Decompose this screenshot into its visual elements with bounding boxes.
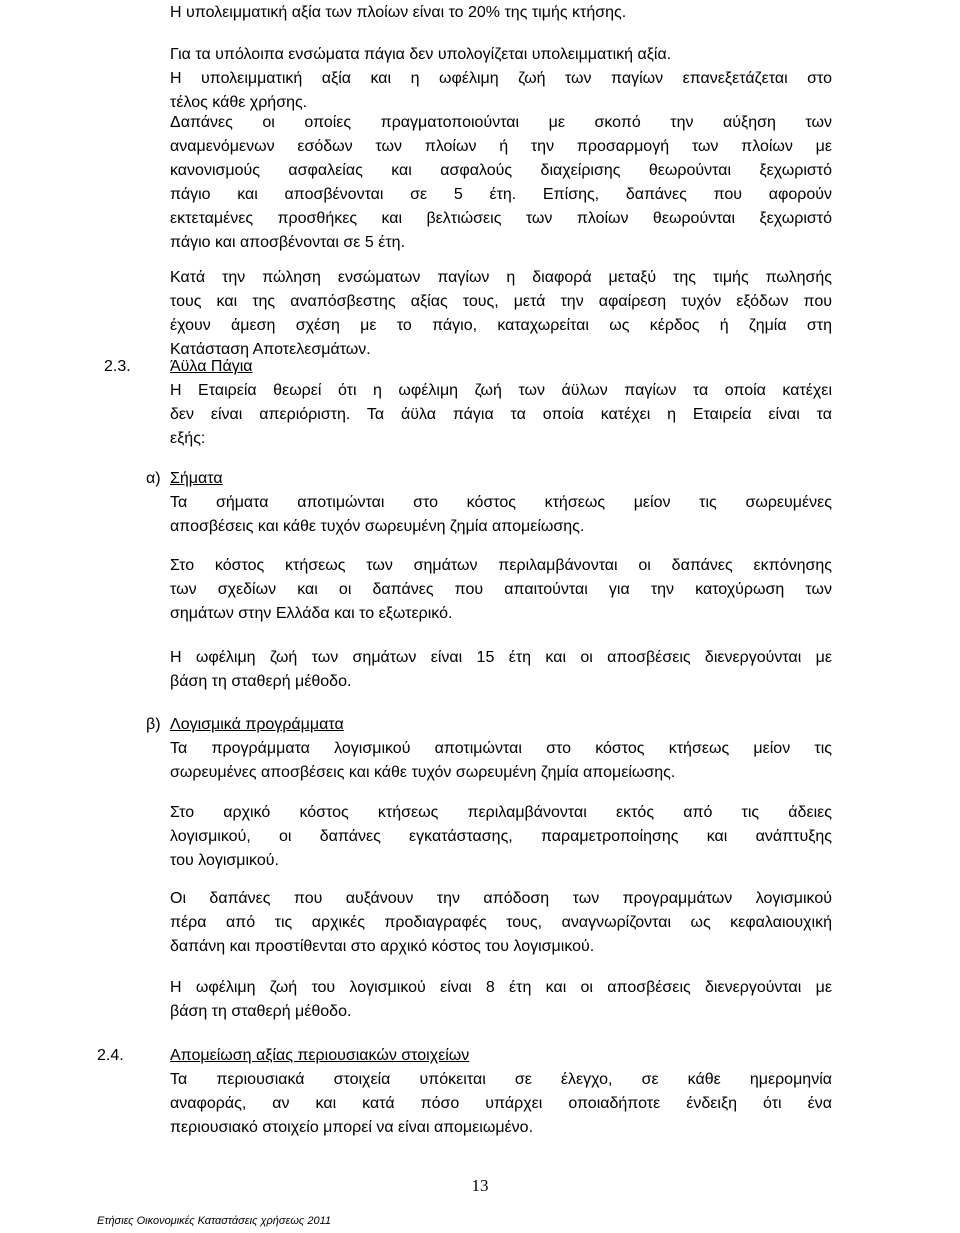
text-line: αποσβέσεις και κάθε τυχόν σωρευμένη ζημία απομείωσης.	[170, 518, 585, 535]
text-line: τέλος κάθε χρήσης.	[170, 94, 308, 111]
paragraph-residual-value	[170, 1, 832, 25]
text-line: περιουσιακό στοιχείο μπορεί να είναι απομειωμένο.	[170, 1119, 534, 1136]
paragraph-vessel-expenses	[170, 111, 832, 255]
text-line: πάγιο και αποσβένονται σε 5 έτη.	[170, 234, 406, 251]
page-number: 13	[471, 1176, 489, 1195]
text-line: Για τα υπόλοιπα ενσώματα πάγια δεν υπολογίζεται υπολειμματική αξία.	[170, 46, 672, 63]
paragraph-software-cost	[170, 801, 832, 873]
text-line: αναμενόμενων εσόδων των πλοίων ή την προσαρμογή των πλοίων με	[170, 138, 832, 155]
text-line: πάγιο και αποσβένονται σε 5 έτη. Επίσης, δαπάνες που αφορούν	[170, 186, 832, 203]
text-line: Τα περιουσιακά στοιχεία υπόκειται σε έλεγχο, σε κάθε ημερομηνία	[170, 1071, 832, 1088]
section-heading: Άϋλα Πάγια	[170, 358, 253, 375]
text-line: Τα προγράμματα λογισμικού αποτιμώνται στο κόστος κτήσεως μείον τις	[170, 740, 832, 757]
paragraph-software-expenses	[170, 887, 832, 959]
text-line: βάση τη σταθερή μέθοδο.	[170, 673, 352, 690]
text-line: Η υπολειμματική αξία και η ωφέλιμη ζωή των παγίων επανεξετάζεται στο	[170, 70, 832, 87]
section-number: 2.4.	[97, 1047, 124, 1064]
text-line: Στο αρχικό κόστος κτήσεως περιλαμβάνονται εκτός από τις άδειες	[170, 804, 832, 821]
text-line: λογισμικού, οι δαπάνες εγκατάστασης, παραμετροποίησης και ανάπτυξης	[170, 828, 832, 845]
text-line: κανονισμούς ασφαλείας και ασφαλούς διαχείρισης θεωρούνται ξεχωριστό	[170, 162, 832, 179]
section-impairment	[170, 1044, 832, 1140]
paragraph-trademark-cost	[170, 554, 832, 626]
list-label: β)	[146, 716, 161, 733]
subsection-heading: Σήματα	[170, 470, 223, 487]
text-line: Τα σήματα αποτιμώνται στο κόστος κτήσεως μείον τις σωρευμένες	[170, 494, 832, 511]
text-line: των σχεδίων και οι δαπάνες που απαιτούνται για την κατοχύρωση των	[170, 581, 832, 598]
section-intangible-assets	[170, 355, 832, 451]
paragraph-other-assets	[170, 43, 832, 115]
subsection-software	[170, 713, 832, 785]
text-line: Η ωφέλιμη ζωή των σημάτων είναι 15 έτη και οι αποσβέσεις διενεργούνται με	[170, 649, 832, 666]
text-line: Στο κόστος κτήσεως των σημάτων περιλαμβάνονται οι δαπάνες εκπόνησης	[170, 557, 832, 574]
text-line: τους και της αναπόσβεστης αξίας τους, μετά την αφαίρεση τυχόν εξόδων που	[170, 293, 832, 310]
text-line: του λογισμικού.	[170, 852, 279, 869]
text-line: Η Εταιρεία θεωρεί ότι η ωφέλιμη ζωή των άϋλων παγίων τα οποία κατέχει	[170, 382, 832, 399]
text-line: πέρα από τις αρχικές προδιαγραφές τους, αναγνωρίζονται ως κεφαλαιουχική	[170, 914, 832, 931]
text-line: Οι δαπάνες που αυξάνουν την απόδοση των προγραμμάτων λογισμικού	[170, 890, 832, 907]
text-line: εκτεταμένες προσθήκες και βελτιώσεις των πλοίων θεωρούνται ξεχωριστό	[170, 210, 832, 227]
text-line: αναφοράς, αν και κατά πόσο υπάρχει οποιαδήποτε ένδειξη ότι ένα	[170, 1095, 832, 1112]
text-line: Κατάσταση Αποτελεσμάτων.	[170, 341, 371, 358]
paragraph-software-life	[170, 976, 832, 1024]
section-heading: Απομείωση αξίας περιουσιακών στοιχείων	[170, 1047, 470, 1064]
paragraph-trademark-life	[170, 646, 832, 694]
text-line: έχουν άμεση σχέση με το πάγιο, καταχωρείται ως κέρδος ή ζημία στη	[170, 317, 832, 334]
list-label: α)	[146, 470, 161, 487]
text-line: Δαπάνες οι οποίες πραγματοποιούνται με σκοπό την αύξηση των	[170, 114, 832, 131]
text-line: Η υπολειμματική αξία των πλοίων είναι το 20% της τιμής κτήσης.	[170, 4, 627, 21]
text-line: δαπάνη και προστίθενται στο αρχικό κόστος του λογισμικού.	[170, 938, 595, 955]
text-line: βάση τη σταθερή μέθοδο.	[170, 1003, 352, 1020]
text-line: εξής:	[170, 430, 206, 447]
text-line: Κατά την πώληση ενσώματων παγίων η διαφορά μεταξύ της τιμής πωλησής	[170, 269, 832, 286]
text-line: δεν είναι απεριόριστη. Τα άϋλα πάγια τα οποία κατέχει η Εταιρεία είναι τα	[170, 406, 832, 423]
paragraph-asset-sale	[170, 266, 832, 362]
section-number: 2.3.	[104, 358, 131, 375]
text-line: Η ωφέλιμη ζωή του λογισμικού είναι 8 έτη και οι αποσβέσεις διενεργούνται με	[170, 979, 832, 996]
text-line: σημάτων στην Ελλάδα και το εξωτερικό.	[170, 605, 453, 622]
text-line: σωρευμένες αποσβέσεις και κάθε τυχόν σωρευμένη ζημία απομείωσης.	[170, 764, 676, 781]
subsection-trademarks	[170, 467, 832, 539]
subsection-heading: Λογισμικά προγράμματα	[170, 716, 344, 733]
page-footer: Ετήσιες Οικονομικές Καταστάσεις χρήσεως 2011	[97, 1215, 331, 1227]
